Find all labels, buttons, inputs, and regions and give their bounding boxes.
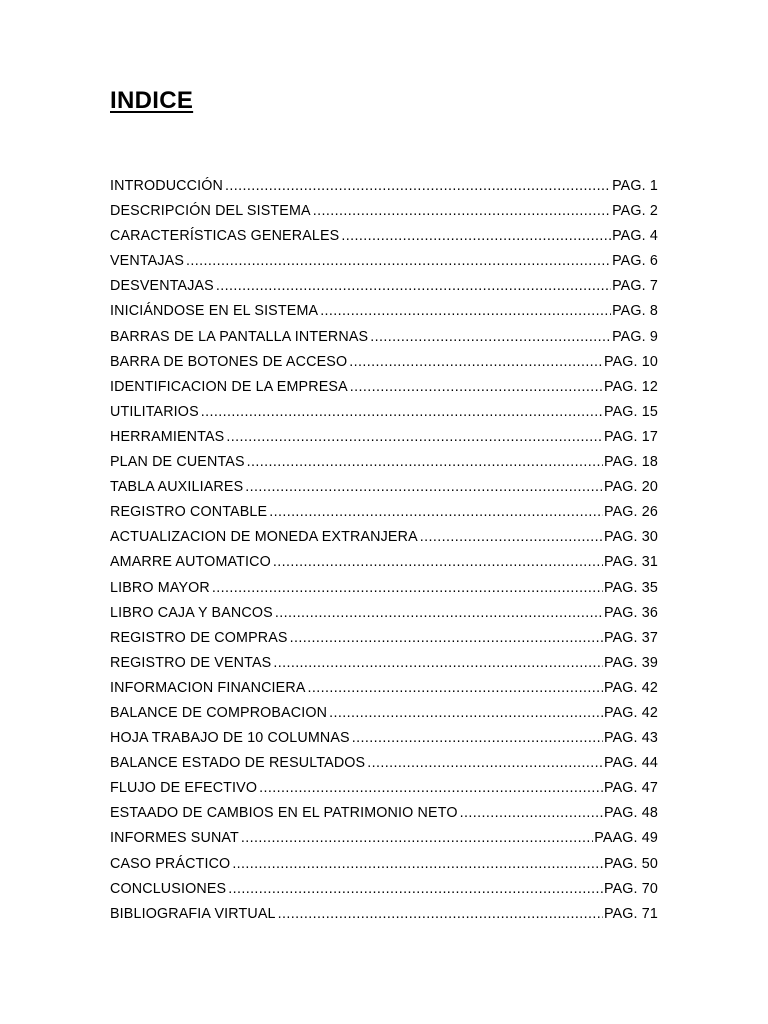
dot-leader [370,325,611,350]
toc-entry[interactable] [110,776,658,801]
toc-entry-title: VENTAJAS [110,253,185,270]
toc-entry[interactable] [110,274,658,299]
toc-entry-page: PAG. 18 [603,454,658,471]
dot-leader [320,299,611,324]
toc-entry-title: HERRAMIENTAS [110,428,225,445]
dot-leader [275,601,603,626]
toc-entry-title: UTILITARIOS [110,403,199,420]
table-of-contents [110,174,658,927]
toc-entry-title: IDENTIFICACION DE LA EMPRESA [110,378,348,395]
toc-entry[interactable] [110,801,658,826]
dot-leader [341,224,611,249]
toc-entry-page: PAAG. 49 [594,830,658,847]
dot-leader [259,776,603,801]
toc-entry-title: FLUJO DE EFECTIVO [110,780,258,797]
toc-entry-title: LIBRO CAJA Y BANCOS [110,604,273,621]
dot-leader [226,425,603,450]
toc-entry[interactable] [110,626,658,651]
toc-entry-page: PAG. 12 [603,378,658,395]
toc-entry[interactable] [110,826,658,851]
toc-entry-page: PAG. 39 [603,654,658,671]
toc-entry[interactable] [110,651,658,676]
toc-entry[interactable] [110,852,658,877]
dot-leader [278,902,603,927]
dot-leader [269,500,603,525]
dot-leader [241,826,593,851]
toc-entry-title: INICIÁNDOSE EN EL SISTEMA [110,303,319,320]
dot-leader [247,450,603,475]
toc-entry-page: PAG. 8 [612,303,658,320]
toc-entry-title: INTRODUCCIÓN [110,178,223,194]
toc-entry[interactable] [110,325,658,350]
dot-leader [308,676,603,701]
toc-entry-page: PAG. 71 [603,905,658,922]
toc-entry-title: BARRAS DE LA PANTALLA INTERNAS [110,328,369,345]
dot-leader [329,701,603,726]
toc-entry[interactable] [110,174,658,199]
toc-entry-title: REGISTRO DE VENTAS [110,654,272,671]
dot-leader [273,651,603,676]
toc-entry-page: PAG. 7 [612,278,658,295]
toc-entry[interactable] [110,475,658,500]
toc-entry[interactable] [110,601,658,626]
dot-leader [313,199,611,224]
toc-entry-page: PAG. 42 [603,704,658,721]
dot-leader [201,400,603,425]
dot-leader [232,852,603,877]
toc-entry[interactable] [110,877,658,902]
toc-entry-page: PAG. 15 [603,403,658,420]
dot-leader [212,576,603,601]
toc-entry-title: AMARRE AUTOMATICO [110,554,271,571]
dot-leader [460,801,603,826]
toc-entry-page: PAG. 26 [603,504,658,521]
toc-entry-title: BALANCE DE COMPROBACION [110,704,328,721]
toc-entry-title: CONCLUSIONES [110,880,227,897]
toc-entry-page: PAG. 48 [603,805,658,822]
toc-entry[interactable] [110,751,658,776]
toc-entry-title: CASO PRÁCTICO [110,855,231,872]
toc-entry-page: PAG. 70 [603,880,658,897]
toc-entry-title: REGISTRO DE COMPRAS [110,629,288,646]
toc-entry[interactable] [110,525,658,550]
toc-entry-title: REGISTRO CONTABLE [110,504,268,521]
toc-entry[interactable] [110,576,658,601]
toc-entry-title: TABLA AUXILIARES [110,479,244,496]
dot-leader [349,350,603,375]
toc-entry-page: PAG. 17 [603,428,658,445]
toc-entry[interactable] [110,375,658,400]
dot-leader [367,751,603,776]
toc-entry[interactable] [110,701,658,726]
toc-entry[interactable] [110,902,658,927]
toc-entry-page: PAG. 2 [612,203,658,220]
dot-leader [225,174,611,199]
toc-entry-page: PAG. 43 [603,730,658,747]
toc-entry[interactable] [110,249,658,274]
toc-entry-page: PAG. 10 [603,353,658,370]
toc-entry-title: DESCRIPCIÓN DEL SISTEMA [110,203,311,220]
dot-leader [420,525,603,550]
dot-leader [245,475,603,500]
toc-entry-page: PAG. 1 [612,178,658,194]
toc-entry[interactable] [110,299,658,324]
toc-entry[interactable] [110,224,658,249]
toc-entry[interactable] [110,550,658,575]
toc-entry-page: PAG. 30 [603,529,658,546]
toc-entry-page: PAG. 20 [603,479,658,496]
toc-entry-page: PAG. 31 [603,554,658,571]
toc-entry[interactable] [110,500,658,525]
toc-entry-title: HOJA TRABAJO DE 10 COLUMNAS [110,730,350,747]
dot-leader [216,274,611,299]
toc-entry-title: INFORMES SUNAT [110,830,239,847]
toc-entry-page: PAG. 44 [603,755,658,772]
toc-entry-title: INFORMACION FINANCIERA [110,679,306,696]
toc-entry[interactable] [110,199,658,224]
toc-entry-page: PAG. 6 [612,253,658,270]
dot-leader [352,726,603,751]
toc-entry-title: DESVENTAJAS [110,278,214,295]
toc-entry-page: PAG. 4 [612,228,658,245]
toc-entry[interactable] [110,400,658,425]
page-title: INDICE [110,87,194,114]
toc-entry[interactable] [110,450,658,475]
toc-entry[interactable] [110,726,658,751]
toc-entry-page: PAG. 37 [603,629,658,646]
toc-entry-title: BARRA DE BOTONES DE ACCESO [110,353,348,370]
dot-leader [273,550,603,575]
dot-leader [290,626,603,651]
toc-entry-page: PAG. 9 [612,328,658,345]
toc-entry-title: BIBLIOGRAFIA VIRTUAL [110,905,276,922]
toc-entry-title: BALANCE ESTADO DE RESULTADOS [110,755,366,772]
toc-entry[interactable] [110,350,658,375]
toc-entry-title: ACTUALIZACION DE MONEDA EXTRANJERA [110,529,418,546]
toc-entry-title: ESTAADO DE CAMBIOS EN EL PATRIMONIO NETO [110,805,458,822]
toc-entry[interactable] [110,425,658,450]
toc-entry-page: PAG. 50 [603,855,658,872]
toc-entry-page: PAG. 35 [603,579,658,596]
toc-entry[interactable] [110,676,658,701]
toc-entry-title: CARACTERÍSTICAS GENERALES [110,228,340,245]
toc-entry-page: PAG. 47 [603,780,658,797]
toc-entry-page: PAG. 42 [603,679,658,696]
dot-leader [228,877,603,902]
dot-leader [186,249,611,274]
toc-entry-title: PLAN DE CUENTAS [110,454,245,471]
toc-entry-page: PAG. 36 [603,604,658,621]
toc-entry-title: LIBRO MAYOR [110,579,210,596]
dot-leader [350,375,603,400]
